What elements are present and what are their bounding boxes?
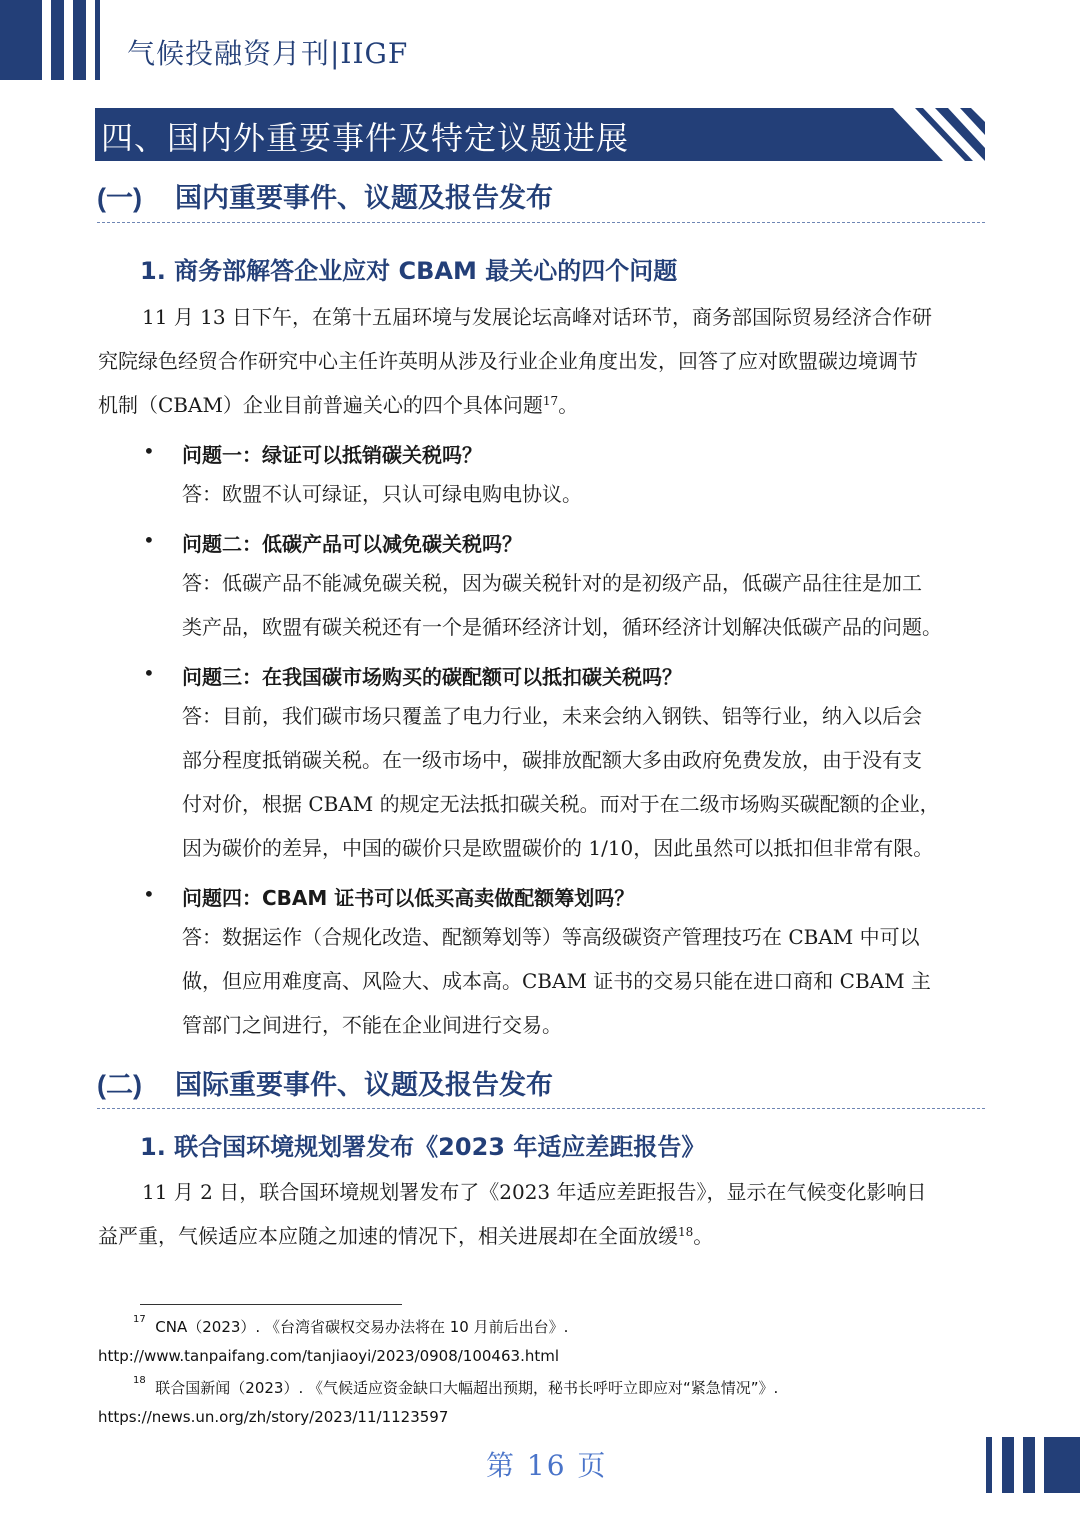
answer-line: 付对价，根据 CBAM 的规定无法抵扣碳关税。而对于在二级市场购买碳配额的企业，	[182, 792, 940, 816]
bullet-icon: •	[143, 439, 155, 463]
answer-line: 答：低碳产品不能减免碳关税，因为碳关税针对的是初级产品，低碳产品往往是加工	[182, 571, 922, 595]
part2-heading	[97, 1063, 553, 1102]
paragraph-line: 究院绿色经贸合作研究中心主任许英明从涉及行业企业角度出发，回答了应对欧盟碳边境调节	[98, 349, 918, 373]
answer-line: 管部门之间进行，不能在企业间进行交易。	[182, 1013, 562, 1037]
part1-heading	[97, 176, 553, 215]
bullet-icon: •	[143, 882, 155, 906]
banner-stripes-decoration	[893, 108, 985, 161]
header-decoration	[0, 0, 100, 80]
page-number: 第 16 页	[486, 1449, 608, 1482]
answer-line: 答：欧盟不认可绿证，只认可绿电购电协议。	[182, 482, 582, 506]
footer-decoration	[986, 1437, 1080, 1493]
part1-number: (一)	[97, 183, 142, 213]
section-banner	[95, 108, 985, 161]
answer-line: 答：数据运作（合规化改造、配额筹划等）等高级碳资产管理技巧在 CBAM 中可以	[182, 925, 920, 949]
footnote-ref[interactable]: 18	[678, 1225, 694, 1239]
part1-title: 国内重要事件、议题及报告发布	[175, 183, 553, 214]
divider	[97, 222, 985, 223]
question: 问题二：低碳产品可以减免碳关税吗？	[182, 532, 522, 556]
item-title: 1. 联合国环境规划署发布《2023 年适应差距报告》	[140, 1133, 706, 1161]
bullet-icon: •	[143, 661, 155, 685]
footnote-separator	[140, 1304, 402, 1305]
footnote-link[interactable]: http://www.tanpaifang.com/tanjiaoyi/2023/0908/100463.html	[98, 1347, 560, 1365]
answer-line: 做，但应用难度高、风险大、成本高。CBAM 证书的交易只能在进口商和 CBAM 主	[182, 969, 931, 993]
paragraph-line-last: 机制（CBAM）企业目前普遍关心的四个具体问题$^{17}$。	[98, 393, 579, 417]
footnote-link[interactable]: https://news.un.org/zh/story/2023/11/1123597	[98, 1408, 449, 1426]
section-title: 四、国内外重要事件及特定议题进展	[101, 119, 630, 157]
divider	[97, 1108, 985, 1109]
footnote: $^{18}$ 联合国新闻（2023）. 《气候适应资金缺口大幅超出预期，秘书长呼吁立即应对“紧急情况”》.	[133, 1375, 779, 1397]
answer-line: 因为碳价的差异，中国的碳价只是欧盟碳价的 1/10，因此虽然可以抵扣但非常有限。	[182, 836, 934, 860]
part2-number: (二)	[97, 1070, 142, 1100]
answer-line: 部分程度抵销碳关税。在一级市场中，碳排放配额大多由政府免费发放，由于没有支	[182, 748, 922, 772]
paragraph-line-last: 益严重，气候适应本应随之加速的情况下，相关进展却在全面放缓$^{18}$。	[98, 1224, 714, 1248]
paragraph-line: 11 月 2 日，联合国环境规划署发布了《2023 年适应差距报告》，显示在气候变化影响日	[142, 1180, 927, 1204]
answer-line: 答：目前，我们碳市场只覆盖了电力行业，未来会纳入钢铁、铝等行业，纳入以后会	[182, 704, 922, 728]
question: 问题一：绿证可以抵销碳关税吗？	[182, 443, 482, 467]
publication-title: 气候投融资月刊|IIGF	[127, 37, 409, 70]
paragraph-line: 11 月 13 日下午，在第十五届环境与发展论坛高峰对话环节，商务部国际贸易经济合作研	[142, 305, 932, 329]
item-title: 1. 商务部解答企业应对 CBAM 最关心的四个问题	[140, 257, 678, 285]
part2-title: 国际重要事件、议题及报告发布	[175, 1070, 553, 1101]
footnote-ref[interactable]: 17	[542, 394, 559, 408]
question: 问题三：在我国碳市场购买的碳配额可以抵扣碳关税吗？	[182, 665, 682, 689]
bullet-icon: •	[143, 528, 155, 552]
question: 问题四：CBAM 证书可以低买高卖做配额筹划吗？	[182, 886, 635, 910]
footnote: $^{17}$ CNA（2023）. 《台湾省碳权交易办法将在 10 月前后出台》.	[133, 1314, 569, 1336]
answer-line: 类产品，欧盟有碳关税还有一个是循环经济计划，循环经济计划解决低碳产品的问题。	[182, 615, 942, 639]
